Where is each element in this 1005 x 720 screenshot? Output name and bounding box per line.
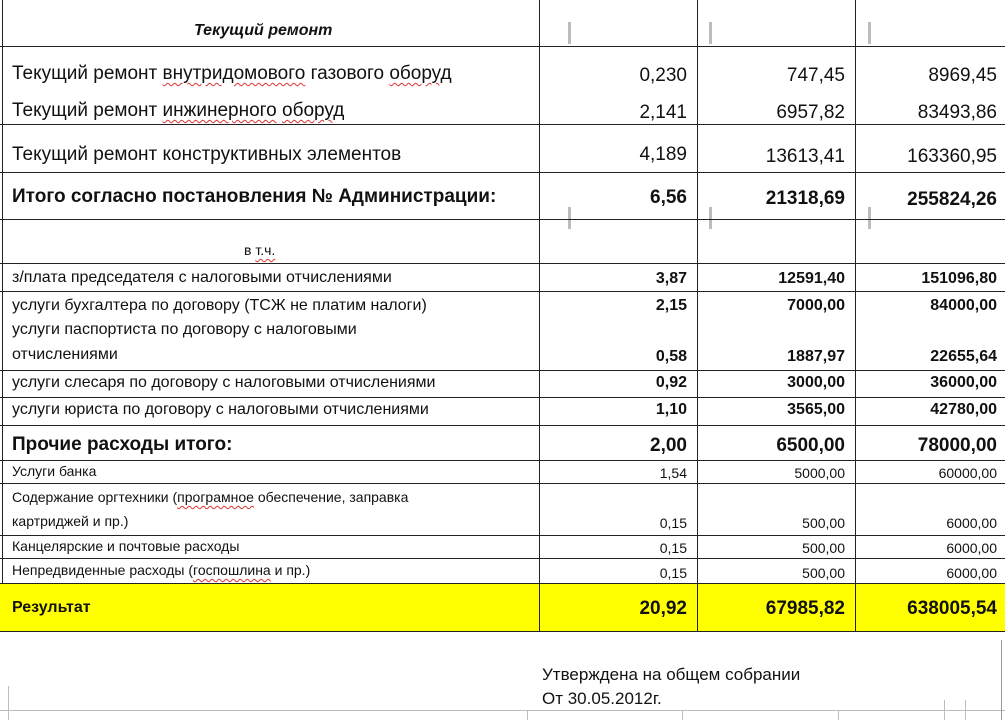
approval-note: Утверждена на общем собрании [542, 665, 801, 684]
other-month: 5000,00 [794, 465, 845, 481]
repair-rate: 4,189 [639, 144, 687, 165]
row-divider [0, 291, 1005, 292]
other-year: 6000,00 [946, 540, 997, 556]
bottom-grid [8, 686, 9, 720]
result-rate: 20,92 [639, 598, 687, 619]
result-month: 67985,82 [765, 598, 845, 619]
row-divider [0, 219, 1005, 220]
repair-rate: 0,230 [639, 65, 687, 86]
repair-label: Текущий ремонт конструктивных элементов [12, 144, 402, 165]
other-year: 6000,00 [946, 515, 997, 531]
total-admin-year: 255824,26 [907, 189, 997, 210]
approval-date: От 30.05.2012г. [542, 689, 662, 708]
row-divider [0, 46, 1005, 47]
cell-marker [568, 207, 571, 229]
repair-label: Текущий ремонт инжинерного оборуд [12, 100, 345, 121]
other-rate: 0,15 [659, 540, 687, 556]
cell-marker [709, 22, 712, 44]
repair-year: 83493,86 [917, 102, 997, 123]
staff-label: услуги паспортиста по договору с налоговыми [12, 321, 357, 338]
col-divider-2 [697, 584, 698, 632]
other-label: Канцелярские и почтовые расходы [12, 538, 240, 554]
repair-month: 13613,41 [765, 146, 845, 167]
other-total-year: 78000,00 [917, 435, 997, 456]
row-divider [0, 535, 1005, 536]
row-divider [0, 558, 1005, 559]
staff-label: услуги бухгалтера по договору (ТСЖ не платим налоги) [12, 297, 427, 314]
staff-label: услуги слесаря по договору с налоговыми отчислениями [12, 374, 436, 391]
col-divider-3 [855, 584, 856, 632]
repair-month: 747,45 [786, 65, 845, 86]
other-rate: 1,54 [659, 465, 687, 481]
row-divider [0, 397, 1005, 398]
other-month: 500,00 [802, 515, 845, 531]
total-admin-rate: 6,56 [650, 187, 687, 208]
bottom-grid [838, 710, 839, 720]
row-divider [0, 483, 1005, 484]
cell-marker [868, 207, 871, 229]
row-divider [0, 425, 1005, 426]
staff-month: 12591,40 [778, 270, 845, 287]
right-edge [1001, 640, 1002, 720]
other-total-rate: 2,00 [650, 435, 687, 456]
other-month: 500,00 [802, 565, 845, 581]
bottom-grid [965, 700, 966, 720]
bottom-grid [527, 710, 528, 720]
other-year: 60000,00 [938, 465, 997, 481]
other-total-month: 6500,00 [776, 435, 845, 456]
staff-label: услуги юриста по договору с налоговыми отчислениями [12, 401, 429, 418]
staff-year: 84000,00 [930, 297, 997, 314]
col-divider-3 [855, 0, 856, 632]
staff-month: 3565,00 [787, 401, 845, 418]
staff-year: 36000,00 [930, 374, 997, 391]
repair-year: 163360,95 [907, 146, 997, 167]
bottom-grid [944, 700, 945, 720]
staff-month: 3000,00 [787, 374, 845, 391]
including-label: в т.ч. [244, 242, 276, 258]
left-border [2, 0, 3, 632]
result-label: Результат [12, 599, 91, 616]
staff-year: 151096,80 [921, 270, 997, 287]
staff-label: з/плата председателя с налоговыми отчислениями [12, 269, 392, 286]
staff-year: 22655,64 [930, 348, 997, 365]
staff-label-cont: отчислениями [12, 346, 118, 363]
staff-rate: 0,58 [655, 348, 687, 365]
other-label: Непредвиденные расходы (госпошлина и пр.) [12, 562, 311, 578]
staff-year: 42780,00 [930, 401, 997, 418]
other-label-cont: картриджей и пр.) [12, 513, 129, 529]
row-divider [0, 460, 1005, 461]
total-admin-label: Итого согласно постановления № Администрации: [12, 186, 497, 207]
cell-marker [709, 207, 712, 229]
bottom-grid [0, 710, 1005, 711]
other-total-label: Прочие расходы итого: [12, 434, 233, 455]
other-label: Содержание оргтехники (програмное обеспечение, заправка [12, 489, 409, 505]
repair-label: Текущий ремонт внутридомового газового оборуд [12, 63, 452, 84]
repair-month: 6957,82 [776, 102, 845, 123]
repair-rate: 2,141 [639, 102, 687, 123]
repair-year: 8969,45 [928, 65, 997, 86]
staff-rate: 0,92 [655, 374, 687, 391]
row-divider [0, 370, 1005, 371]
staff-month: 7000,00 [787, 297, 845, 314]
bottom-grid [682, 710, 683, 720]
row-divider [0, 124, 1005, 125]
other-year: 6000,00 [946, 565, 997, 581]
col-divider-1 [539, 584, 540, 632]
other-rate: 0,15 [659, 565, 687, 581]
cell-marker [568, 22, 571, 44]
result-year: 638005,54 [907, 598, 997, 619]
total-admin-month: 21318,69 [765, 188, 845, 209]
staff-month: 1887,97 [787, 348, 845, 365]
staff-rate: 1,10 [655, 401, 687, 418]
staff-rate: 2,15 [655, 297, 687, 314]
cell-marker [868, 22, 871, 44]
row-divider [0, 263, 1005, 264]
row-divider [0, 631, 1005, 632]
other-rate: 0,15 [659, 515, 687, 531]
col-divider-2 [697, 0, 698, 632]
other-label: Услуги банка [12, 463, 97, 479]
section-title: Текущий ремонт [194, 22, 333, 39]
col-divider-1 [539, 0, 540, 632]
row-divider [0, 172, 1005, 173]
other-month: 500,00 [802, 540, 845, 556]
staff-rate: 3,87 [655, 270, 687, 287]
